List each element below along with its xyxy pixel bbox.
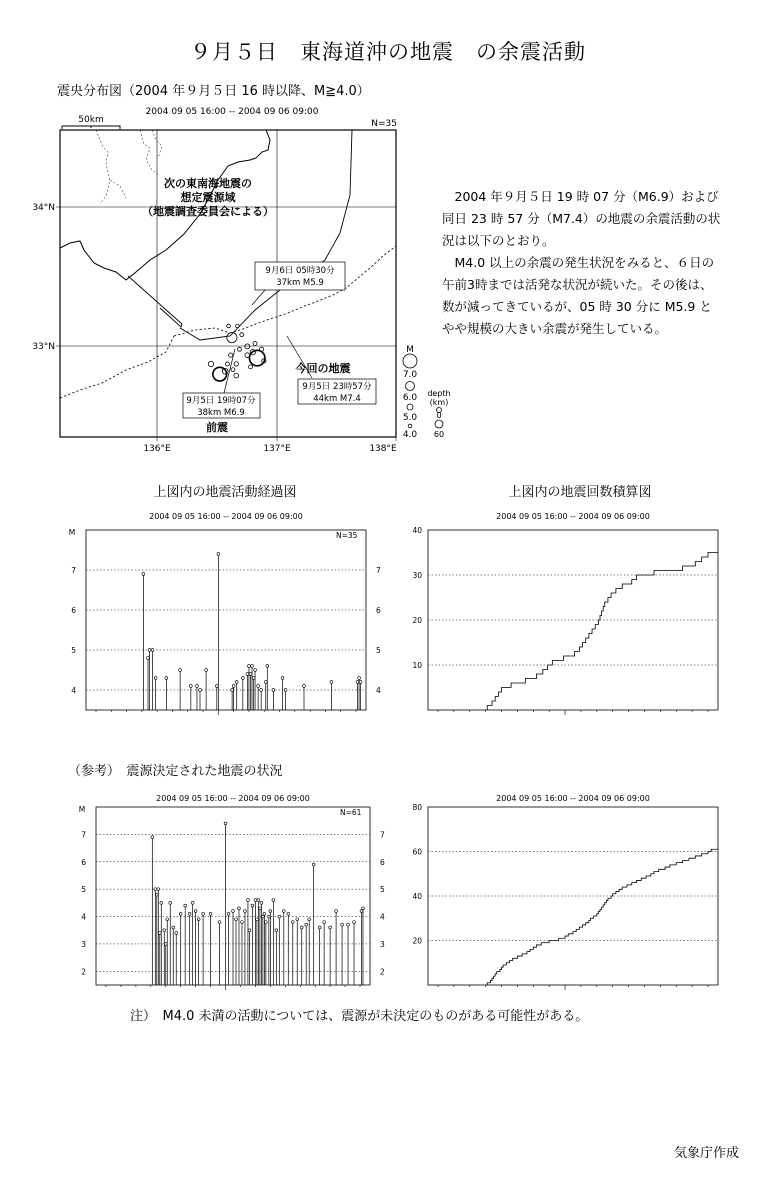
event-point-20 bbox=[252, 677, 255, 680]
event-point-14 bbox=[188, 912, 191, 915]
event-point-50 bbox=[308, 918, 311, 921]
event-point-44 bbox=[282, 910, 285, 913]
ytick-left-4: 4 bbox=[71, 686, 76, 695]
epicenter-12 bbox=[234, 373, 239, 378]
plot-frame bbox=[86, 530, 366, 710]
event-point-47 bbox=[296, 918, 299, 921]
event-point-21 bbox=[224, 822, 227, 825]
event-point-24 bbox=[235, 918, 238, 921]
event-point-15 bbox=[191, 901, 194, 904]
event-point-28 bbox=[284, 689, 287, 692]
ytick-right-7: 7 bbox=[380, 830, 385, 840]
mainshock-line-2: 44km M7.4 bbox=[313, 394, 361, 404]
ytick-left-5: 5 bbox=[71, 646, 76, 655]
event-point-16 bbox=[194, 910, 197, 913]
map-xtick-138: 138°E bbox=[369, 444, 397, 454]
event-point-48 bbox=[300, 926, 303, 929]
foreshock-line-2: 38km M6.9 bbox=[197, 408, 245, 418]
cumulative-line bbox=[487, 849, 718, 985]
legend-depth-0: 0 bbox=[436, 411, 442, 420]
event-point-4 bbox=[154, 677, 157, 680]
mt-plot-title: 上図内の地震活動経過図 bbox=[153, 485, 297, 500]
y-axis-label: M bbox=[78, 805, 86, 814]
event-point-13 bbox=[184, 904, 187, 907]
event-point-52 bbox=[318, 926, 321, 929]
event-point-30 bbox=[251, 904, 254, 907]
description bbox=[442, 186, 722, 340]
event-point-0 bbox=[151, 836, 154, 839]
map-period: 2004 09 05 16:00 -- 2004 09 06 09:00 bbox=[145, 107, 319, 117]
event-point-55 bbox=[335, 910, 338, 913]
epicenter-19 bbox=[225, 362, 229, 366]
page-title: ９月５日 東海道沖の地震 の余震活動 bbox=[190, 40, 586, 64]
period-label: 2004 09 05 16:00 -- 2004 09 06 09:00 bbox=[149, 512, 303, 521]
scale-bar bbox=[62, 126, 120, 129]
cumulative-line bbox=[487, 553, 718, 711]
epicenter-5 bbox=[234, 362, 238, 366]
ytick-80: 80 bbox=[412, 803, 422, 812]
event-point-2 bbox=[155, 893, 158, 896]
epicenter-16 bbox=[227, 324, 231, 328]
ytick-right-4: 4 bbox=[380, 912, 385, 922]
aftershock-line-1: 9月6日 05時30分 bbox=[265, 266, 335, 276]
event-point-45 bbox=[287, 912, 290, 915]
legend-circle-5 bbox=[407, 404, 413, 410]
map-xtick-137: 137°E bbox=[263, 444, 291, 454]
reference-label: （参考） 震源決定された地震の状況 bbox=[68, 764, 283, 779]
event-point-39 bbox=[267, 915, 270, 918]
legend-depth-unit: (km) bbox=[429, 398, 449, 407]
legend-depth-60: 60 bbox=[433, 430, 445, 439]
map-events bbox=[208, 324, 266, 381]
event-point-43 bbox=[278, 915, 281, 918]
ytick-right-3: 3 bbox=[380, 939, 385, 949]
event-point-57 bbox=[347, 923, 350, 926]
epicenter-7 bbox=[245, 344, 250, 349]
cumulative-plot bbox=[400, 505, 730, 725]
note: 注） M4.0 未満の活動については、震源が未決定のものがある可能性がある。 bbox=[130, 1009, 589, 1024]
ytick-right-5: 5 bbox=[380, 885, 385, 895]
event-point-1 bbox=[147, 657, 150, 660]
legend-m-title: M bbox=[406, 345, 414, 355]
event-point-33 bbox=[257, 899, 260, 902]
event-point-7 bbox=[164, 943, 167, 946]
legend-depth-title: depth bbox=[427, 389, 451, 398]
epicenter-9 bbox=[229, 353, 233, 357]
mt-plot-all bbox=[60, 787, 390, 997]
ytick-20: 20 bbox=[412, 616, 422, 625]
event-point-26 bbox=[241, 921, 244, 924]
event-point-11 bbox=[215, 685, 218, 688]
source-region-label-3: （地震調査委員会による） bbox=[142, 205, 274, 218]
event-point-8 bbox=[166, 918, 169, 921]
legend-depth-60-circle bbox=[435, 420, 443, 428]
event-point-27 bbox=[244, 910, 247, 913]
event-point-46 bbox=[291, 921, 294, 924]
event-point-42 bbox=[275, 929, 278, 932]
depth-legend bbox=[427, 389, 450, 439]
mainshock-title: 今回の地震 bbox=[295, 362, 351, 375]
epicenter-20 bbox=[231, 368, 235, 372]
ytick-left-7: 7 bbox=[71, 566, 76, 575]
period-label: 2004 09 05 16:00 -- 2004 09 06 09:00 bbox=[156, 794, 310, 803]
event-point-25 bbox=[238, 907, 241, 910]
legend-circle-4 bbox=[408, 424, 412, 428]
ytick-30: 30 bbox=[412, 571, 422, 580]
mt-plot bbox=[60, 505, 390, 725]
period-label: 2004 09 05 16:00 -- 2004 09 06 09:00 bbox=[496, 512, 650, 521]
event-point-18 bbox=[202, 912, 205, 915]
event-point-34 bbox=[258, 907, 261, 910]
ytick-right-5: 5 bbox=[376, 646, 381, 655]
source-region-label-2: 想定震源域 bbox=[180, 191, 236, 204]
ytick-right-6: 6 bbox=[380, 857, 385, 867]
map-subtitle: 震央分布図（2004 年９月５日 16 時以降、M≧4.0） bbox=[57, 84, 370, 99]
ytick-right-2: 2 bbox=[380, 967, 385, 977]
epicenter-0 bbox=[249, 350, 264, 366]
event-point-10 bbox=[205, 669, 208, 672]
event-point-12 bbox=[179, 912, 182, 915]
cumulative-plot-all bbox=[400, 787, 730, 997]
event-point-17 bbox=[197, 918, 200, 921]
event-point-5 bbox=[160, 901, 163, 904]
epicenter-10 bbox=[249, 365, 253, 369]
epicenter-6 bbox=[245, 353, 250, 358]
period-label: 2004 09 05 16:00 -- 2004 09 06 09:00 bbox=[496, 794, 650, 803]
event-point-28 bbox=[247, 899, 250, 902]
event-point-1 bbox=[154, 888, 157, 891]
event-point-12 bbox=[231, 689, 234, 692]
event-point-15 bbox=[241, 677, 244, 680]
aftershock-line-2: 37km M5.9 bbox=[276, 278, 324, 288]
event-point-58 bbox=[353, 921, 356, 924]
event-point-6 bbox=[179, 669, 182, 672]
event-point-31 bbox=[356, 681, 359, 684]
foreshock-title: 前震 bbox=[206, 421, 228, 434]
epicenter-8 bbox=[238, 347, 242, 351]
event-point-11 bbox=[175, 932, 178, 935]
map-ytick-34: 34°N bbox=[32, 203, 55, 213]
ytick-right-6: 6 bbox=[376, 606, 381, 615]
ytick-40: 40 bbox=[412, 892, 422, 901]
event-point-60 bbox=[362, 907, 365, 910]
count-label: N=61 bbox=[340, 808, 362, 817]
legend-m-7: 7.0 bbox=[402, 370, 418, 380]
legend-m-4: 4.0 bbox=[402, 430, 418, 440]
event-point-35 bbox=[260, 901, 263, 904]
legend-m-6: 6.0 bbox=[402, 393, 418, 403]
event-point-20 bbox=[218, 921, 221, 924]
ytick-left-2: 2 bbox=[81, 967, 86, 977]
event-point-10 bbox=[172, 926, 175, 929]
event-point-19 bbox=[209, 912, 212, 915]
event-point-14 bbox=[235, 681, 238, 684]
ytick-right-7: 7 bbox=[376, 566, 381, 575]
event-point-4 bbox=[158, 932, 161, 935]
ytick-60: 60 bbox=[412, 847, 422, 857]
ytick-left-7: 7 bbox=[81, 830, 86, 840]
event-point-9 bbox=[169, 901, 172, 904]
event-point-53 bbox=[323, 921, 326, 924]
event-point-54 bbox=[329, 926, 332, 929]
event-point-32 bbox=[256, 918, 259, 921]
ytick-left-4: 4 bbox=[81, 912, 86, 922]
event-point-7 bbox=[189, 685, 192, 688]
ytick-20: 20 bbox=[412, 936, 422, 946]
ytick-10: 10 bbox=[412, 661, 422, 670]
ytick-right-4: 4 bbox=[376, 686, 381, 695]
footer-credit: 気象庁作成 bbox=[674, 1146, 740, 1161]
epicenter-map bbox=[32, 100, 460, 460]
event-point-41 bbox=[272, 899, 275, 902]
event-point-38 bbox=[264, 921, 267, 924]
map-ytick-33: 33°N bbox=[32, 342, 55, 352]
nankai-trough bbox=[60, 246, 396, 398]
event-point-29 bbox=[248, 929, 251, 932]
event-point-19 bbox=[251, 665, 254, 668]
event-point-31 bbox=[254, 899, 257, 902]
magnitude-legend bbox=[403, 345, 418, 440]
count-label: N=35 bbox=[336, 531, 358, 540]
description-paragraph-2: M4.0 以上の余震の発生状況をみると、６日の午前3時までは活発な状況が続いた。その後は、数が減ってきているが、05 時 30 分に M5.9 とやや規模の大きい余震が発生している。 bbox=[442, 255, 715, 336]
epicenter-17 bbox=[236, 324, 240, 328]
event-point-32 bbox=[358, 677, 361, 680]
ytick-left-6: 6 bbox=[71, 606, 76, 615]
map-scale-label: 50km bbox=[78, 115, 104, 125]
event-point-22 bbox=[227, 912, 230, 915]
event-point-2 bbox=[148, 649, 151, 652]
event-point-6 bbox=[163, 929, 166, 932]
legend-circle-7 bbox=[403, 354, 417, 368]
map-count: N=35 bbox=[371, 119, 397, 129]
event-point-8 bbox=[196, 685, 199, 688]
event-point-49 bbox=[305, 923, 308, 926]
event-point-30 bbox=[330, 681, 333, 684]
event-point-25 bbox=[266, 665, 269, 668]
event-point-17 bbox=[248, 665, 251, 668]
event-point-21 bbox=[254, 669, 257, 672]
source-region-label-1: 次の東南海地震の bbox=[164, 177, 252, 190]
event-point-23 bbox=[260, 689, 263, 692]
event-point-40 bbox=[269, 910, 272, 913]
event-point-27 bbox=[281, 677, 284, 680]
event-point-56 bbox=[341, 923, 344, 926]
event-point-59 bbox=[360, 910, 363, 913]
ytick-40: 40 bbox=[412, 526, 422, 535]
event-point-9 bbox=[199, 689, 202, 692]
mainshock-line-1: 9月5日 23時57分 bbox=[302, 382, 372, 392]
event-point-22 bbox=[257, 685, 260, 688]
foreshock-line-1: 9月5日 19時07分 bbox=[186, 396, 256, 406]
epicenter-18 bbox=[253, 341, 257, 345]
y-axis-label: M bbox=[68, 528, 76, 537]
event-point-13 bbox=[232, 685, 235, 688]
event-point-34 bbox=[217, 553, 220, 556]
event-point-51 bbox=[312, 863, 315, 866]
event-point-3 bbox=[157, 888, 160, 891]
ytick-left-6: 6 bbox=[81, 857, 86, 867]
ytick-left-3: 3 bbox=[81, 939, 86, 949]
legend-m-5: 5.0 bbox=[402, 413, 418, 423]
epicenter-15 bbox=[240, 333, 244, 337]
event-point-24 bbox=[264, 681, 267, 684]
description-paragraph-1: 2004 年９月５日 19 時 07 分（M6.9）および同日 23 時 57 分（M7.4）の地震の余震活動の状況は以下のとおり。 bbox=[442, 189, 721, 248]
event-point-26 bbox=[272, 689, 275, 692]
event-point-18 bbox=[249, 673, 252, 676]
aftershock-leader bbox=[252, 290, 265, 305]
event-point-37 bbox=[263, 912, 266, 915]
event-point-29 bbox=[303, 685, 306, 688]
event-point-33 bbox=[359, 681, 362, 684]
event-point-3 bbox=[151, 649, 154, 652]
legend-circle-6 bbox=[406, 382, 415, 391]
ytick-left-5: 5 bbox=[81, 885, 86, 895]
event-point-23 bbox=[232, 910, 235, 913]
event-point-36 bbox=[261, 915, 264, 918]
event-point-5 bbox=[165, 677, 168, 680]
event-point-0 bbox=[142, 573, 145, 576]
epicenter-3 bbox=[208, 361, 213, 366]
event-point-16 bbox=[246, 673, 249, 676]
cumulative-plot-title: 上図内の地震回数積算図 bbox=[508, 485, 652, 500]
prefecture-borders bbox=[96, 130, 162, 204]
map-xtick-136: 136°E bbox=[143, 444, 171, 454]
